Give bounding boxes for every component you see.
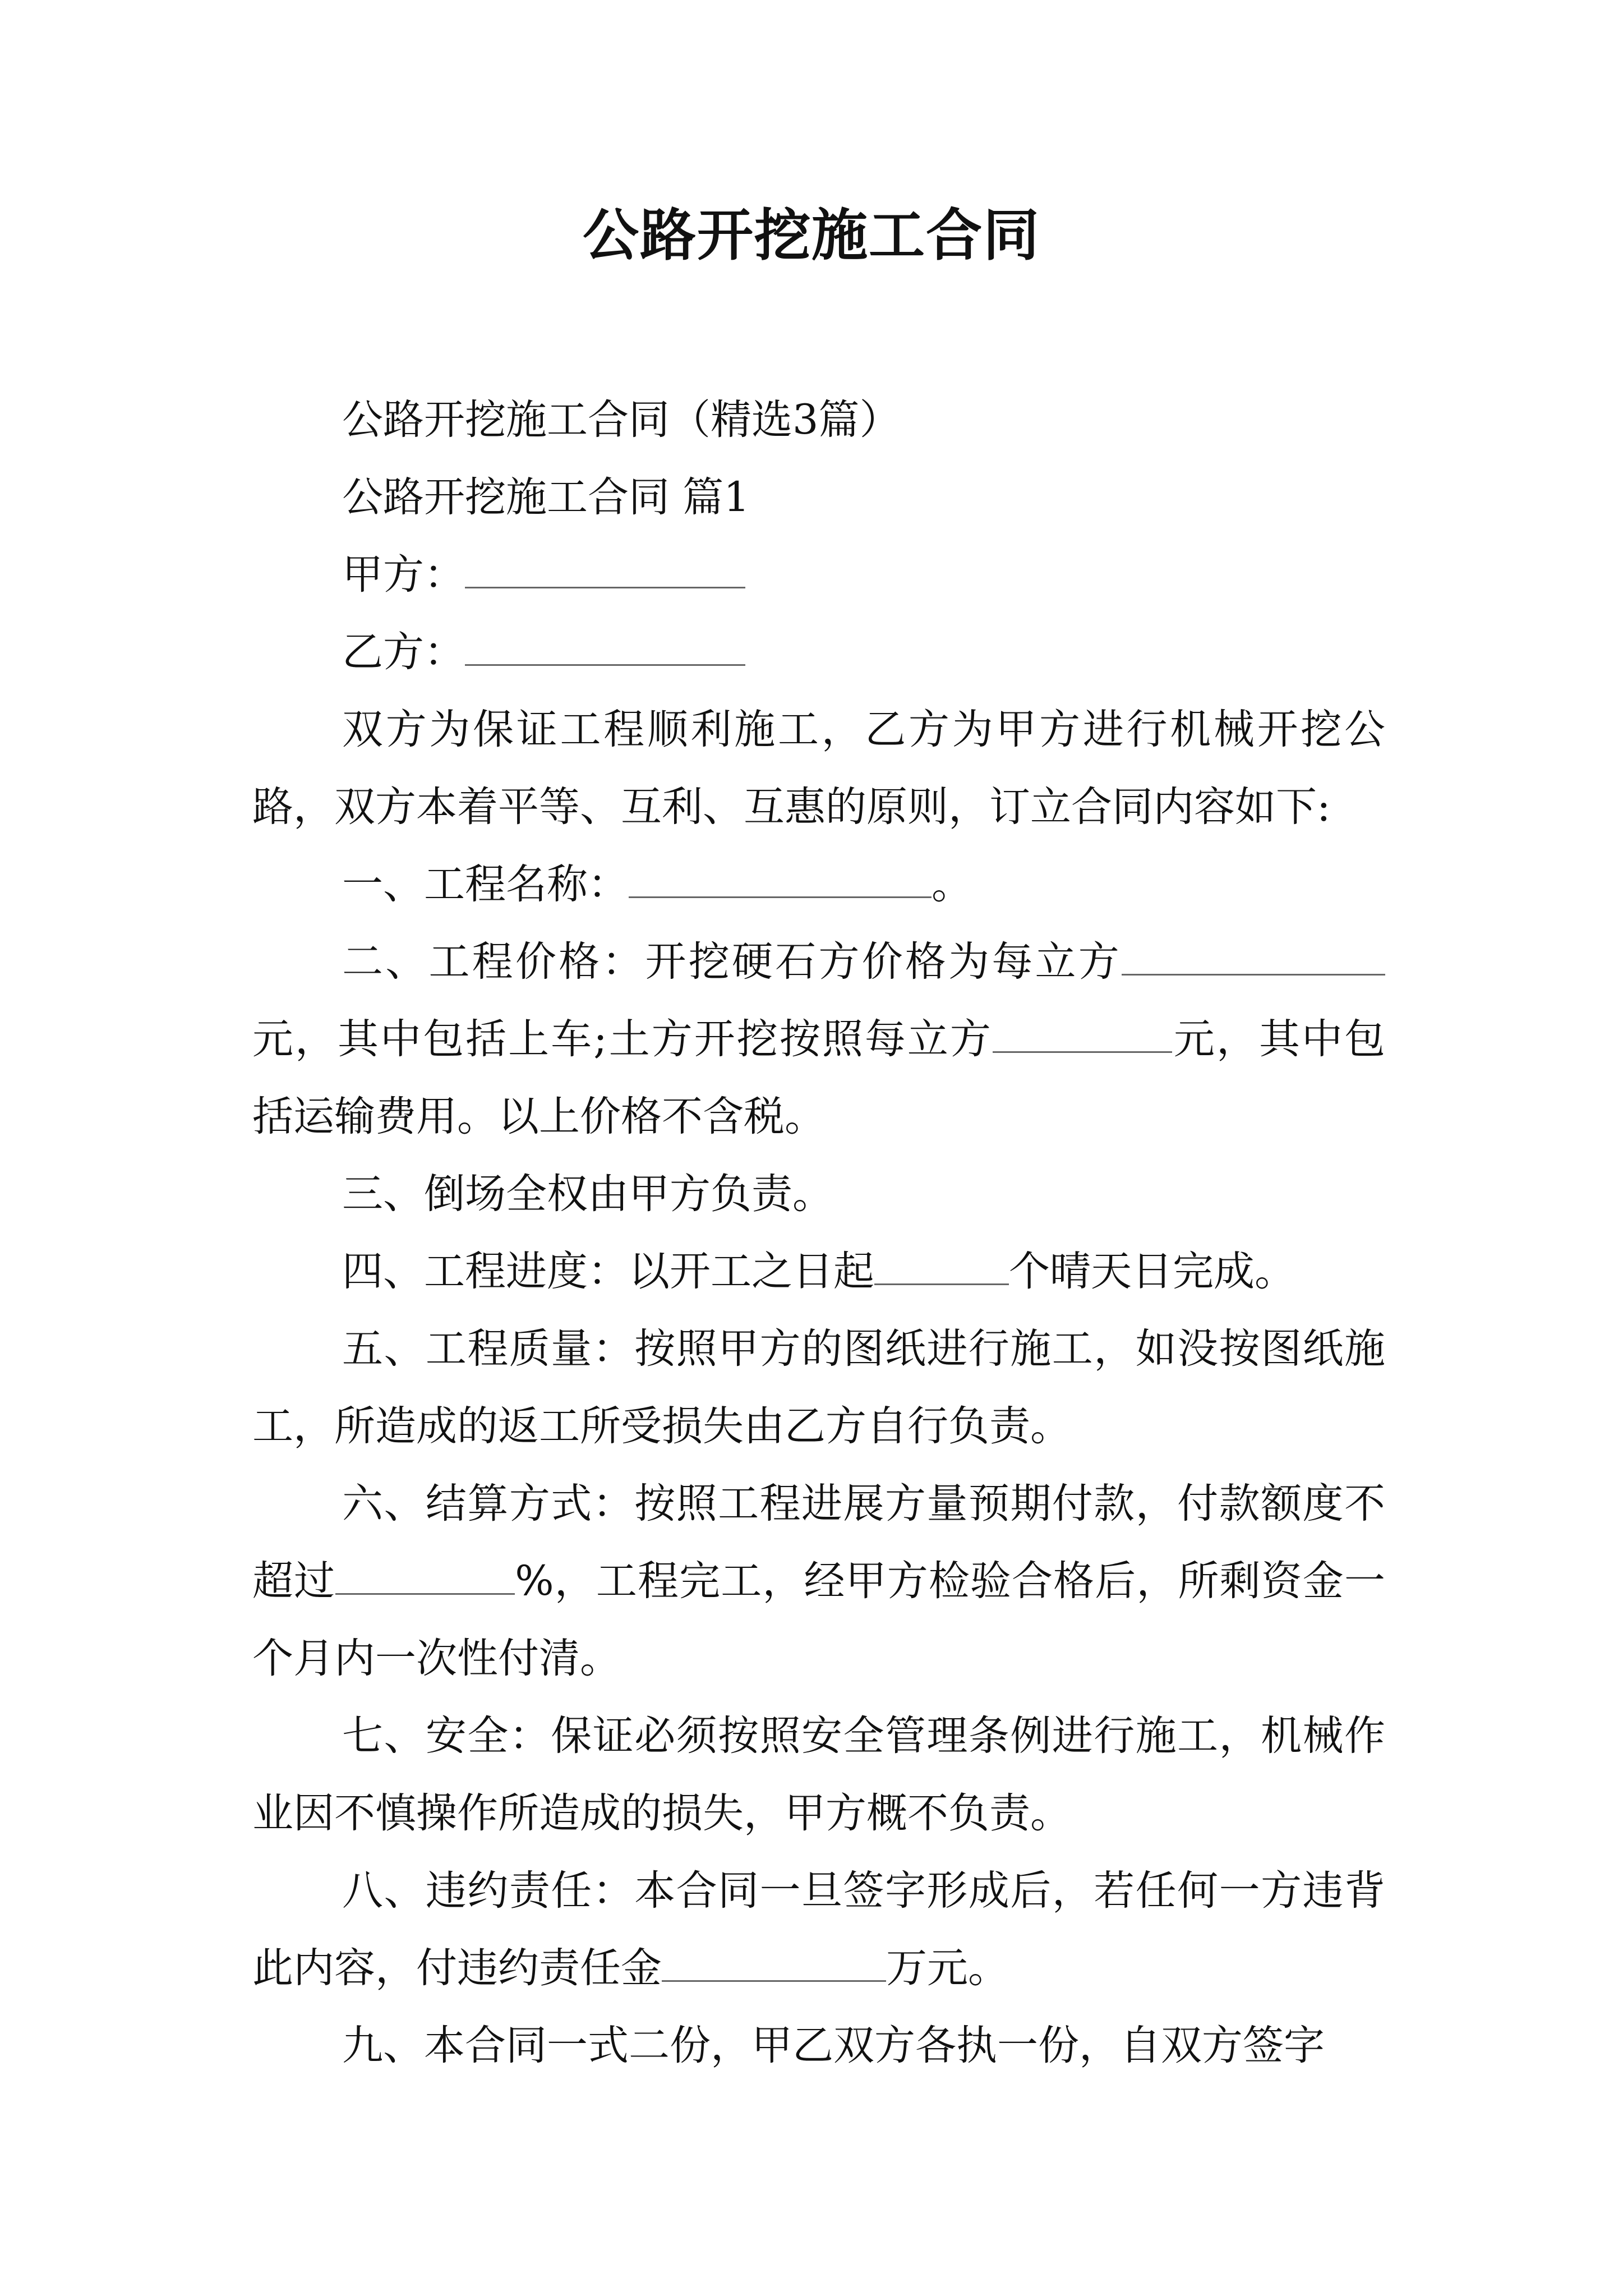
intro-paragraph: 双方为保证工程顺利施工，乙方为甲方进行机械开挖公路，双方本着平等、互利、互惠的原则，订立合同内容如下:: [252, 706, 1385, 831]
party-b-line: [252, 614, 1385, 691]
project-name-blank: [629, 859, 932, 898]
clause-8-text-a: 八、违约责任：本合同一旦签字形成后，若任何一方违背此内容，付违约责任金: [252, 1867, 1385, 1992]
clause-1: [252, 846, 1385, 923]
clause-4: [252, 1233, 1385, 1310]
clause-9: 九、本合同一式二份，甲乙双方各执一份，自双方签字: [342, 2022, 1325, 2069]
party-a-blank: [465, 550, 745, 588]
rock-price-blank: [1122, 937, 1385, 976]
clause-5: 五、工程质量：按照甲方的图纸进行施工，如没按图纸施工，所造成的返工所受损失由乙方自行负责。: [252, 1325, 1385, 1450]
clause-4-text-a: 四、工程进度：以开工之日起: [342, 1248, 874, 1295]
percent-blank: [335, 1556, 515, 1595]
clause-4-text-b: 个晴天日完成。: [1009, 1248, 1295, 1295]
clause-6-text-a: 六、结算方式：按照工程进展方量预期付款，付款额度不超过: [252, 1480, 1385, 1605]
clause-2: [252, 923, 1385, 1156]
clause-1-text: 一、工程名称：: [342, 861, 629, 908]
party-a-line: [252, 536, 1385, 614]
party-b-label: 乙方：: [342, 628, 465, 676]
penalty-blank: [662, 1943, 886, 1982]
section-heading: 公路开挖施工合同 篇1: [342, 473, 750, 521]
party-b-blank: [465, 627, 745, 666]
clause-8-text-b: 万元。: [886, 1944, 1009, 1992]
clause-6-text-b: %，工程完工，经甲方检验合格后，所剩资金一个月内一次性付清。: [252, 1557, 1385, 1682]
clause-2-text-b: 元，其中包括上车;土方开挖按照每立方: [252, 1015, 993, 1063]
clause-6: [252, 1465, 1385, 1697]
document-body: [252, 381, 1385, 2085]
document-title: 公路开挖施工合同: [583, 203, 1040, 268]
subtitle-line: 公路开挖施工合同（精选3篇）: [342, 396, 901, 444]
party-a-label: 甲方：: [342, 551, 465, 599]
days-blank: [874, 1246, 1009, 1285]
clause-2-text-a: 二、工程价格：开挖硬石方价格为每立方: [342, 938, 1122, 986]
clause-1-end: 。: [932, 861, 972, 908]
clause-3: 三、倒场全权由甲方负责。: [342, 1170, 833, 1218]
clause-8: [252, 1852, 1385, 2007]
clause-2-text-c: 元，其中包括运输费用。以上价格不含税。: [252, 1015, 1385, 1140]
clause-7: 七、安全：保证必须按照安全管理条例进行施工，机械作业因不慎操作所造成的损失，甲方概不负责。: [252, 1712, 1385, 1837]
earth-price-blank: [993, 1014, 1172, 1053]
